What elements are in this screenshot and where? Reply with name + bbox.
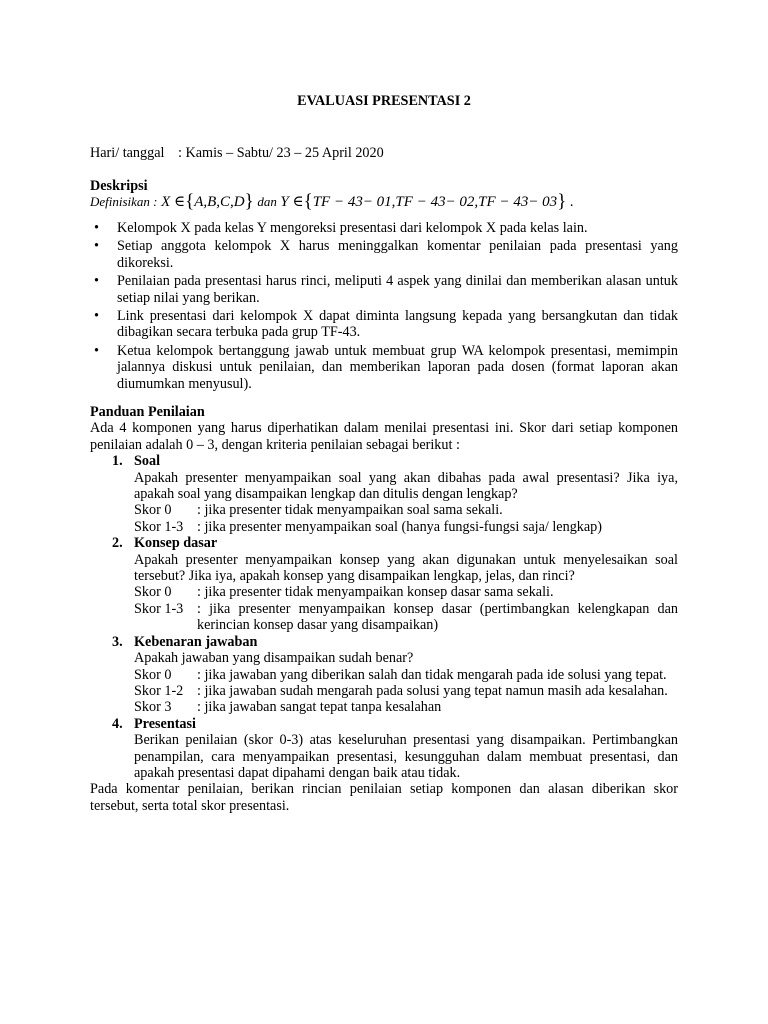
- item-text: Apakah presenter menyampaikan konsep yang akan digunakan untuk menyelesaikan soal tersebut? Jika iya, apakah konsep yang disampaikan lengkap, jelas, dan rinci?: [134, 551, 678, 585]
- score-row: Skor 1-3 : jika presenter menyampaikan konsep dasar (pertimbangkan kelengkapan dan kerincian konsep dasar yang disampaikan): [134, 600, 678, 634]
- item-text: Apakah jawaban yang disampaikan sudah benar?: [134, 650, 414, 667]
- item-text: Apakah presenter menyampaikan soal yang akan dibahas pada awal presentasi? Jika iya, apakah soal yang disampaikan lengkap dan ditulis dengan lengkap?: [134, 469, 678, 503]
- score-row: Skor 3 : jika jawaban sangat tepat tanpa kesalahan: [134, 699, 442, 716]
- guide-item-kebenaran-jawaban: [90, 634, 678, 716]
- x-variable: X ∈: [161, 194, 186, 210]
- description-heading: Deskripsi: [90, 178, 148, 194]
- bullet-item: • Link presentasi dari kelompok X dapat diminta langsung kepada yang bersangkutan dan tidak dibagikan secara terbuka pada grup TF-43.: [94, 308, 678, 341]
- guide-item-soal: [90, 453, 678, 535]
- definition-suffix: .: [569, 194, 574, 210]
- guide-item-konsep-dasar: [90, 535, 678, 633]
- score-row: Skor 1-3 : jika presenter menyampaikan soal (hanya fungsi-fungsi saja/ lengkap): [134, 518, 603, 535]
- closing-paragraph: Pada komentar penilaian, berikan rincian penilaian setiap komponen dan alasan diberikan skor tersebut, serta total skor presentasi.: [90, 781, 678, 814]
- bullet-dot-icon: •: [94, 342, 99, 359]
- definition-connector: dan: [257, 194, 277, 209]
- item-title: Soal: [134, 453, 161, 470]
- bullet-dot-icon: •: [94, 273, 99, 290]
- x-set-open-brace: {: [185, 191, 195, 212]
- score-row: Skor 1-2 : jika jawaban sudah mengarah pada solusi yang tepat namun masih ada kesalahan.: [134, 682, 668, 699]
- item-title: Kebenaran jawaban: [134, 633, 258, 650]
- bullet-item: • Setiap anggota kelompok X harus meninggalkan komentar penilaian pada presentasi yang dikoreksi.: [94, 238, 678, 271]
- item-number: 1.: [112, 453, 123, 470]
- page-title: EVALUASI PRESENTASI 2: [297, 93, 471, 109]
- item-number: 4.: [112, 715, 123, 732]
- guide-heading: Panduan Penilaian: [90, 404, 205, 420]
- item-number: 2.: [112, 535, 123, 552]
- score-row: Skor 0 : jika presenter tidak menyampaikan soal sama sekali.: [134, 502, 503, 519]
- y-set-close-brace: }: [557, 191, 567, 212]
- x-set-close-brace: }: [244, 191, 254, 212]
- bullet-item: • Ketua kelompok bertanggung jawab untuk membuat grup WA kelompok presentasi, memimpin jalannya diskusi untuk penilaian, dan memberikan laporan pada dosen (format laporan akan diumumkan menyusul).: [94, 342, 678, 392]
- item-title: Konsep dasar: [134, 535, 218, 552]
- guide-intro: Ada 4 komponen yang harus diperhatikan dalam menilai presentasi ini. Skor dari setiap komponen penilaian adalah 0 – 3, dengan kriteria penilaian sebagai berikut :: [90, 420, 678, 453]
- bullet-dot-icon: •: [94, 238, 99, 255]
- item-text: Berikan penilaian (skor 0-3) atas keseluruhan presentasi yang disampaikan. Pertimbangkan penampilan, cara menyampaikan presentasi, kesungguhan dalam membuat presentasi, dan apakah presentasi dapat dipahami dengan baik atau tidak.: [134, 732, 678, 781]
- definition-prefix: Definisikan :: [90, 194, 158, 209]
- date-value: : Kamis – Sabtu/ 23 – 25 April 2020: [178, 145, 384, 161]
- date-row: [90, 145, 678, 161]
- item-title: Presentasi: [134, 715, 196, 732]
- score-row: Skor 0 : jika jawaban yang diberikan salah dan tidak mengarah pada ide solusi yang tepat.: [134, 666, 667, 683]
- score-row: Skor 0 : jika presenter tidak menyampaikan konsep dasar sama sekali.: [134, 584, 554, 601]
- bullet-dot-icon: •: [94, 308, 99, 325]
- item-number: 3.: [112, 633, 123, 650]
- guide-item-presentasi: [90, 716, 678, 782]
- description-bullets: [90, 220, 678, 394]
- y-set-open-brace: {: [303, 191, 313, 212]
- guide-items: [90, 453, 678, 781]
- date-label: Hari/ tanggal: [90, 145, 165, 161]
- bullet-dot-icon: •: [94, 220, 99, 236]
- y-variable: Y ∈: [280, 194, 304, 210]
- definition-line: [90, 191, 678, 212]
- bullet-item: • Kelompok X pada kelas Y mengoreksi presentasi dari kelompok X pada kelas lain.: [94, 220, 588, 236]
- guide-section: [90, 404, 678, 814]
- y-set: TF − 43− 01,TF − 43− 02,TF − 43− 03: [312, 194, 558, 210]
- bullet-item: • Penilaian pada presentasi harus rinci, meliputi 4 aspek yang dinilai dan memberikan alasan untuk setiap nilai yang berikan.: [94, 273, 678, 306]
- x-set: A,B,C,D: [194, 194, 245, 210]
